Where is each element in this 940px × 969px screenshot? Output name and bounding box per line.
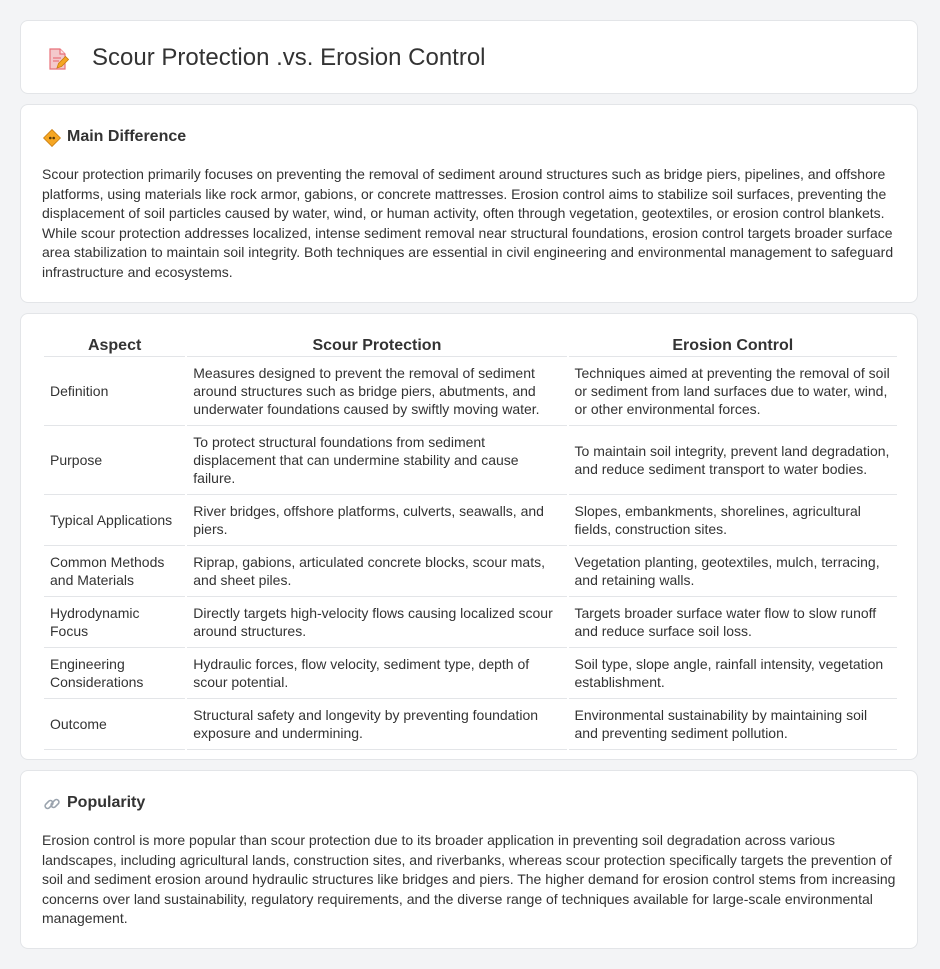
table-row bbox=[44, 357, 897, 426]
scour-protection-cell: To protect structural foundations from sediment displacement that can undermine stability and cause failure. bbox=[187, 426, 566, 495]
aspect-cell: Definition bbox=[44, 357, 185, 426]
link-icon bbox=[43, 795, 61, 813]
column-header-erosion-control: Erosion Control bbox=[569, 334, 897, 357]
comparison-table bbox=[42, 334, 899, 750]
aspect-cell: Typical Applications bbox=[44, 495, 185, 546]
erosion-control-cell: Environmental sustainability by maintaining soil and preventing sediment pollution. bbox=[569, 699, 897, 750]
table-row bbox=[44, 495, 897, 546]
aspect-cell: Outcome bbox=[44, 699, 185, 750]
main-difference-text: Scour protection primarily focuses on preventing the removal of sediment around structures such as bridge piers, pipelines, and offshore platforms, using materials like rock armor, gabions, or concrete mattresses. Erosion control aims to stabilize soil surfaces, preventing the displacement of soil particles caused by water, wind, or human activity, often through vegetation, geotextiles, or erosion control blankets. While scour protection addresses localized, intense sediment removal near structural foundations, erosion control targets broader surface area stabilization to maintain soil integrity. Both techniques are essential in civil engineering and environmental management to safeguard infrastructure and ecosystems. bbox=[42, 166, 894, 280]
erosion-control-cell: Targets broader surface water flow to slow runoff and reduce surface soil loss. bbox=[569, 597, 897, 648]
aspect-cell: Common Methods and Materials bbox=[44, 546, 185, 597]
main-difference-section bbox=[20, 104, 918, 303]
table-row bbox=[44, 699, 897, 750]
table-header-row bbox=[44, 334, 897, 357]
erosion-control-cell: Slopes, embankments, shorelines, agricultural fields, construction sites. bbox=[569, 495, 897, 546]
column-header-aspect: Aspect bbox=[44, 334, 185, 357]
page-title: Scour Protection .vs. Erosion Control bbox=[92, 44, 486, 71]
scour-protection-cell: Riprap, gabions, articulated concrete blocks, scour mats, and sheet piles. bbox=[187, 546, 566, 597]
section-heading-popularity: Popularity bbox=[67, 794, 146, 811]
table-row bbox=[44, 648, 897, 699]
table-row bbox=[44, 597, 897, 648]
scour-protection-cell: River bridges, offshore platforms, culverts, seawalls, and piers. bbox=[187, 495, 566, 546]
scour-protection-cell: Structural safety and longevity by preventing foundation exposure and undermining. bbox=[187, 699, 566, 750]
scour-protection-cell: Hydraulic forces, flow velocity, sediment type, depth of scour potential. bbox=[187, 648, 566, 699]
section-heading-main-difference: Main Difference bbox=[67, 128, 187, 145]
erosion-control-cell: Soil type, slope angle, rainfall intensity, vegetation establishment. bbox=[569, 648, 897, 699]
scour-protection-cell: Directly targets high-velocity flows causing localized scour around structures. bbox=[187, 597, 566, 648]
comparison-table-section bbox=[20, 313, 918, 760]
aspect-cell: Hydrodynamic Focus bbox=[44, 597, 185, 648]
aspect-cell: Engineering Considerations bbox=[44, 648, 185, 699]
popularity-text: Erosion control is more popular than scour protection due to its broader application in preventing soil degradation across various landscapes, including agricultural lands, construction sites, and riverbanks, whereas scour protection specifically targets the prevention of soil and sediment erosion around hydraulic structures like bridges and piers. The higher demand for erosion control stems from increasing concerns over land sustainability, regulatory requirements, and the diverse range of techniques available for large-scale environmental management. bbox=[42, 832, 896, 926]
erosion-control-cell: To maintain soil integrity, prevent land degradation, and reduce sediment transport to water bodies. bbox=[569, 426, 897, 495]
aspect-cell: Purpose bbox=[44, 426, 185, 495]
popularity-section bbox=[20, 770, 918, 949]
column-header-scour-protection: Scour Protection bbox=[187, 334, 566, 357]
scour-protection-cell: Measures designed to prevent the removal of sediment around structures such as bridge piers, abutments, and underwater foundations caused by swiftly moving water. bbox=[187, 357, 566, 426]
table-row bbox=[44, 426, 897, 495]
table-row bbox=[44, 546, 897, 597]
diamond-badge-icon bbox=[43, 129, 61, 147]
header-card bbox=[20, 20, 918, 94]
document-pencil-icon bbox=[47, 47, 69, 71]
erosion-control-cell: Vegetation planting, geotextiles, mulch, terracing, and retaining walls. bbox=[569, 546, 897, 597]
erosion-control-cell: Techniques aimed at preventing the removal of soil or sediment from land surfaces due to water, wind, or other environmental forces. bbox=[569, 357, 897, 426]
